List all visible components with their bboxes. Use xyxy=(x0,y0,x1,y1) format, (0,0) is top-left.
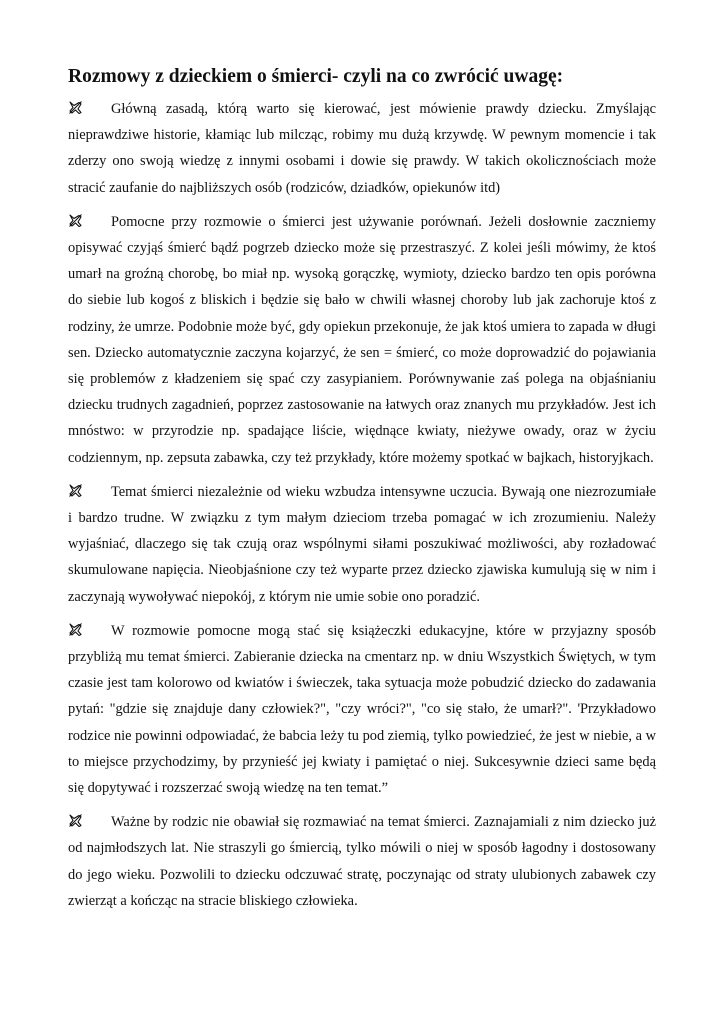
paragraph-1 xyxy=(68,96,656,201)
page-title: Rozmowy z dzieckiem o śmierci- czyli na co zwrócić uwagę: xyxy=(68,66,564,87)
writing-hand-icon xyxy=(68,100,83,115)
paragraph-text: Ważne by rodzic nie obawiał się rozmawiać na temat śmierci. Zaznajamiali z nim dziecko już od najmłodszych lat. Nie straszyli go śmiercią, tylko mówili o niej w sposób łagodny i dostosowany do jego wieku. Pozwolili to dziecku odczuwać stratę, poczynając od straty ulubionych zabawek czy zwierząt a kończąc na stracie bliskiego człowieka. xyxy=(68,814,656,909)
paragraph-text: Główną zasadą, którą warto się kierować, jest mówienie prawdy dziecku. Zmyślając nieprawdziwe historie, kłamiąc lub milcząc, robimy mu dużą krzywdę. W pewnym momencie i tak zderzy ono swoją wiedzę z innymi osobami i dowie się prawdy. W takich okolicznościach może stracić zaufanie do najbliższych osób (rodziców, dziadków, opiekunów itd) xyxy=(68,101,656,196)
writing-hand-icon xyxy=(68,813,83,828)
paragraph-3 xyxy=(68,479,656,610)
writing-hand-icon xyxy=(68,213,83,228)
paragraph-text: Temat śmierci niezależnie od wieku wzbudza intensywne uczucia. Bywają one niezrozumiałe i bardzo trudne. W związku z tym małym dzieciom trzeba pomagać w ich zrozumieniu. Należy wyjaśniać, dlaczego się tak czują oraz wspólnymi siłami poszukiwać możliwości, aby rozładować skumulowane napięcia. Nieobjaśnione czy też wyparte przez dziecko zjawiska kumulują się w nim i zaczynają wywoływać niepokój, z którym nie umie sobie ono poradzić. xyxy=(68,483,656,605)
paragraph-2 xyxy=(68,209,656,471)
paragraph-text: Pomocne przy rozmowie o śmierci jest używanie porównań. Jeżeli dosłownie zaczniemy opisywać czyjąś śmierć bądź pogrzeb dziecko może się przestraszyć. Z kolei jeśli mówimy, że ktoś umarł na groźną chorobę, bo miał np. wysoką gorączkę, wymioty, dziecko bardzo ten opis porówna do siebie lub kogoś z bliskich i będzie się bało w chwili własnej choroby lub jak zachoruje ktoś z rodziny, że umrze. Podobnie może być, gdy opiekun przekonuje, że jak ktoś umiera to zapada w długi sen. Dziecko automatycznie zaczyna kojarzyć, że sen = śmierć, co może doprowadzić do pojawiania się problemów z kładzeniem się spać czy zasypianiem. Porównywanie zaś polega na objaśnianiu dziecku trudnych zagadnień, poprzez zastosowanie na łatwych oraz znanych mu przykładów. Jest ich mnóstwo: w przyrodzie np. spadające liście, więdnące kwiaty, nieżywe owady, oraz w życiu codziennym, np. zepsuta zabawka, czy też przykłady, które możemy spotkać w bajkach, historyjkach. xyxy=(68,213,656,466)
paragraph-5 xyxy=(68,809,656,914)
paragraph-text: W rozmowie pomocne mogą stać się książeczki edukacyjne, które w przyjazny sposób przybliżą mu temat śmierci. Zabieranie dziecka na cmentarz np. w dniu Wszystkich Świętych, w tym czasie jest tam kolorowo od kwiatów i świeczek, taka sytuacja może pobudzić dziecko do zadawania pytań: "gdzie się znajduje dany człowiek?", "czy wróci?", "co się stało, że umarł?". 'Przykładowo rodzice nie powinni odpowiadać, że babcia leży tu pod ziemią, tylko powiedzieć, że jest w niebie, a w to miejsce przychodzimy, by przynieść jej kwiaty i pamiętać o niej. Sukcesywnie dzieci same będą się dopytywać i rozszerzać swoją wiedzę na ten temat.” xyxy=(68,622,656,797)
document-page xyxy=(68,64,656,922)
paragraph-4 xyxy=(68,618,656,801)
writing-hand-icon xyxy=(68,622,83,637)
writing-hand-icon xyxy=(68,483,83,498)
